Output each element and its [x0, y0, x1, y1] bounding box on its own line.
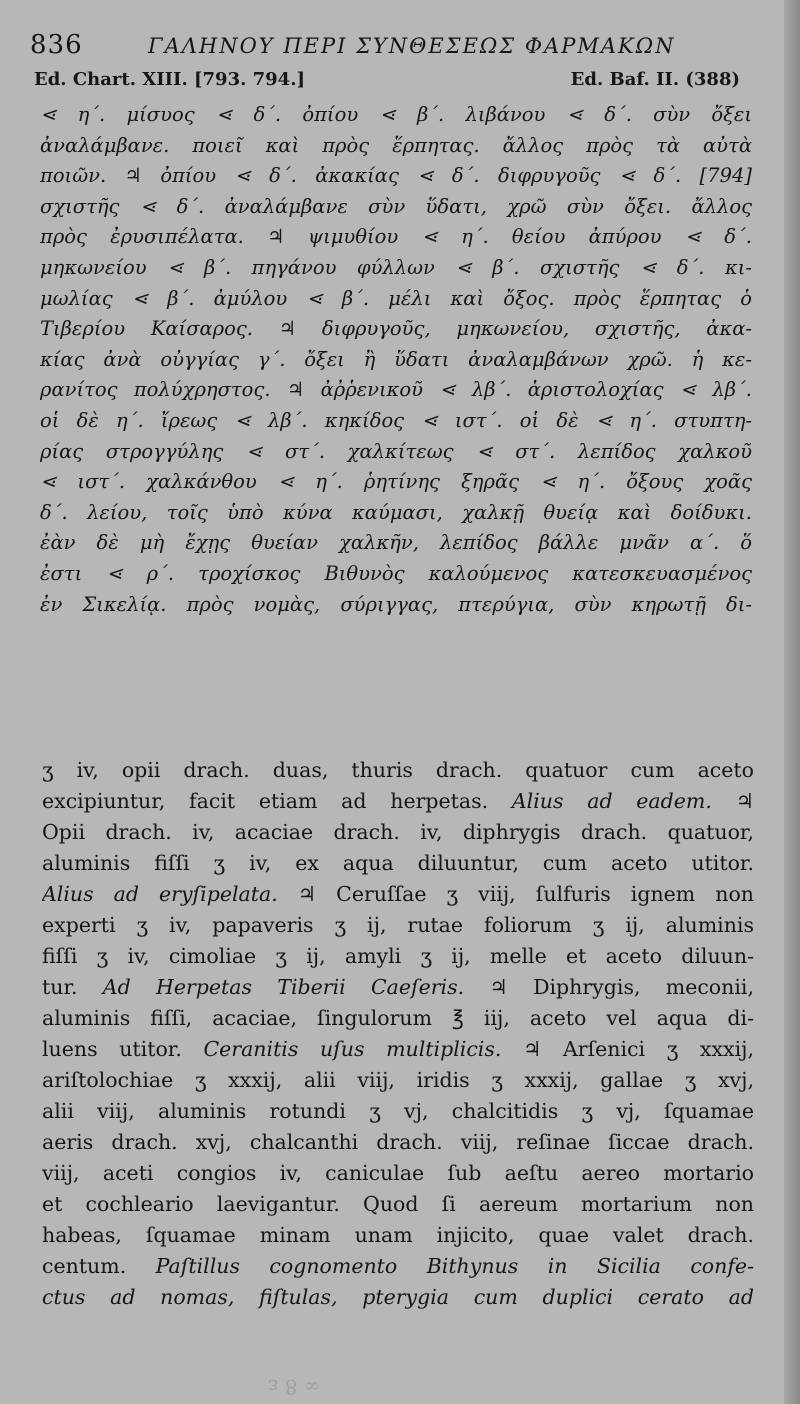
text-line: ⋖ ιστ΄. χαλκάνθου ⋖ η΄. ῥητίνης ξηρᾶς ⋖ η΄. ὄξους χοᾶς [40, 470, 752, 494]
page-header [30, 30, 730, 64]
text-line: fiſſi ʒ iv, cimoliae ʒ ij, amyli ʒ ij, melle et aceto diluun- [42, 944, 754, 968]
text-line: ἐὰν δὲ μὴ ἔχῃς θυείαν χαλκῆν, λεπίδος βάλλε μνᾶν α΄. ὅ [40, 531, 752, 555]
text-line: ρανίτος πολύχρηστος. ♃ ἀῤῥενικοῦ ⋖ λβ΄. ἀριστολοχίας ⋖ λβ΄. [40, 378, 752, 402]
text-line: σχιστῆς ⋖ δ΄. ἀναλάμβανε σὺν ὕδατι, χρῶ σὺν ὄξει. ἄλλος [40, 194, 752, 218]
running-title: ΓΑΛΗΝΟΥ ΠΕΡΙ ΣΥΝΘΕΣΕΩΣ ΦΑΡΜΑΚΩΝ [148, 34, 676, 58]
latin-text-block [42, 755, 754, 1313]
text-line: ρίας στρογγύλης ⋖ στ΄. χαλκίτεως ⋖ στ΄. λεπίδος χαλκοῦ [40, 439, 752, 463]
text-line: κίας ἀνὰ οὐγγίας γ΄. ὄξει ἢ ὕδατι ἀναλαμβάνων χρῶ. ἡ κε- [40, 347, 752, 371]
text-line: Alius ad eryſipelata. ♃ Ceruſſae ʒ viij, ſulfuris ignem non [42, 882, 754, 906]
text-line: ariſtolochiae ʒ xxxij, alii viij, iridis ʒ xxxij, gallae ʒ xvj, [42, 1068, 754, 1092]
greek-text-block [40, 100, 752, 620]
text-line: luens utitor. Ceranitis uſus multiplicis. ♃ Arſenici ʒ xxxij, [42, 1037, 754, 1061]
text-line: ʒ iv, opii drach. duas, thuris drach. quatuor cum aceto [42, 758, 754, 782]
text-line: ἀναλάμβανε. ποιεῖ καὶ πρὸς ἕρπητας. ἄλλος πρὸς τὰ αὐτὰ [40, 133, 752, 157]
text-line: tur. Ad Herpetas Tiberii Caeſeris. ♃ Diphrygis, meconii, [42, 975, 754, 999]
text-line: experti ʒ iv, papaveris ʒ ij, rutae foliorum ʒ ij, aluminis [42, 913, 754, 937]
text-line: μηκωνείου ⋖ β΄. πηγάνου φύλλων ⋖ β΄. σχιστῆς ⋖ δ΄. κι- [40, 255, 752, 279]
edition-basel: Ed. Baf. II. (388) [570, 69, 740, 90]
edition-reference [34, 69, 740, 93]
text-line: centum. Paſtillus cognomento Bithynus in Sicilia confe- [42, 1254, 754, 1278]
page-edge-shadow [784, 0, 800, 1404]
text-line: ⋖ η΄. μίσυος ⋖ δ΄. ὀπίου ⋖ β΄. λιβάνου ⋖ δ΄. σὺν ὄξει [40, 103, 752, 126]
text-line: πρὸς ἐρυσιπέλατα. ♃ ψιμυθίου ⋖ η΄. θείου ἀπύρου ⋖ δ΄. [40, 225, 752, 249]
text-line: Τιβερίου Καίσαρος. ♃ διφρυγοῦς, μηκωνείου, σχιστῆς, ἀκα- [40, 317, 752, 341]
text-line: ποιῶν. ♃ ὀπίου ⋖ δ΄. ἀκακίας ⋖ δ΄. διφρυγοῦς ⋖ δ΄. [794] [40, 164, 752, 188]
text-line: habeas, ſquamae minam unam injicito, quae valet drach. [42, 1223, 754, 1247]
faint-stamp-mark: ∞ 8 ɛ [268, 1375, 321, 1399]
text-line: δ΄. λείου, τοῖς ὑπὸ κύνα καύμασι, χαλκῇ θυείᾳ καὶ δοίδυκι. [40, 500, 752, 524]
text-line: aeris drach. xvj, chalcanthi drach. viij, reſinae ſiccae drach. [42, 1130, 754, 1154]
page-number: 836 [30, 30, 83, 60]
text-line: ἐν Σικελίᾳ. πρὸς νομὰς, σύριγγας, πτερύγια, σὺν κηρωτῇ δι- [40, 592, 752, 616]
text-line: aluminis fiſſi ʒ iv, ex aqua diluuntur, cum aceto utitor. [42, 851, 754, 875]
edition-chartier: Ed. Chart. XIII. [793. 794.] [34, 69, 305, 90]
text-line: ἐστι ⋖ ρ΄. τροχίσκος Βιθυνὸς καλούμενος κατεσκευασμένος [40, 561, 752, 585]
text-line: aluminis fiſſi, acaciae, ſingulorum ℥ iij, aceto vel aqua di- [42, 1006, 754, 1030]
text-line: Opii drach. iv, acaciae drach. iv, diphrygis drach. quatuor, [42, 820, 754, 844]
text-line: et cochleario laevigantur. Quod ſi aereum mortarium non [42, 1192, 754, 1216]
text-line: viij, aceti congios iv, caniculae ſub aeſtu aereo mortario [42, 1161, 754, 1185]
text-line: ctus ad nomas, fiſtulas, pterygia cum duplici cerato ad [42, 1285, 754, 1309]
text-line: μωλίας ⋖ β΄. ἀμύλου ⋖ β΄. μέλι καὶ ὄξος. πρὸς ἕρπητας ὁ [40, 286, 752, 310]
text-line: οἱ δὲ η΄. ἴρεως ⋖ λβ΄. κηκίδος ⋖ ιστ΄. οἱ δὲ ⋖ η΄. στυπτη- [40, 408, 752, 432]
text-line: alii viij, aluminis rotundi ʒ vj, chalcitidis ʒ vj, ſquamae [42, 1099, 754, 1123]
text-line: excipiuntur, facit etiam ad herpetas. Alius ad eadem. ♃ [42, 789, 754, 813]
